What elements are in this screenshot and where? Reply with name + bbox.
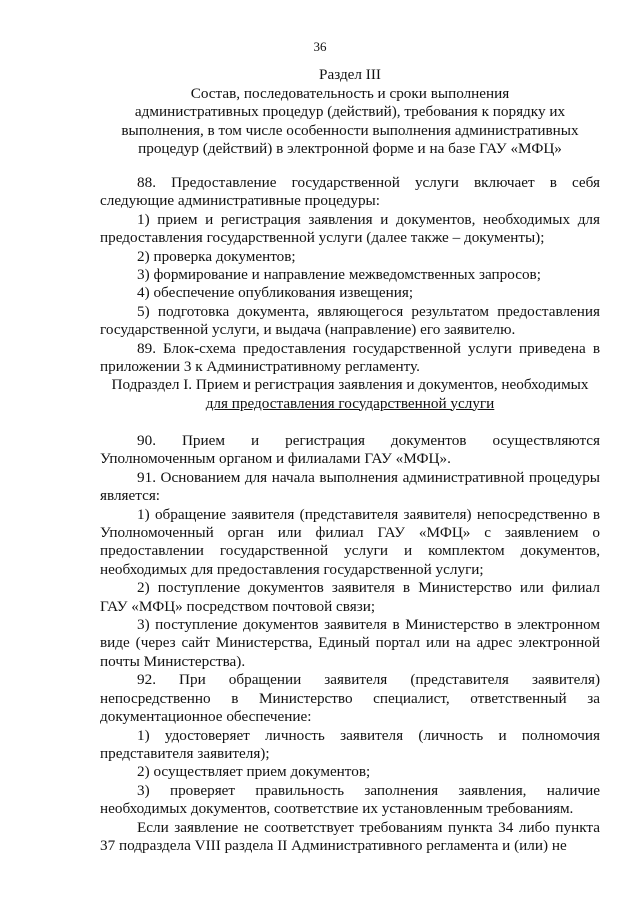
paragraph: Если заявление не соответствует требованиям пункта 34 либо пункта 37 подраздела VIII раздела II Административного регламента и (или) не xyxy=(100,818,600,854)
paragraph: 2) проверка документов; xyxy=(137,247,296,265)
subsection-heading-line: Подраздел I. Прием и регистрация заявления и документов, необходимых xyxy=(111,376,589,393)
section-heading xyxy=(100,66,600,159)
paragraph: 3) формирование и направление межведомственных запросов; xyxy=(137,266,541,284)
paragraph: 2) осуществляет прием документов; xyxy=(137,763,371,781)
subsection-heading xyxy=(100,376,600,413)
paragraph: 89. Блок-схема предоставления государственной услуги приведена в приложении 3 к Административному регламенту. xyxy=(100,339,600,376)
paragraph: 92. При обращении заявителя (представителя заявителя) непосредственно в Министерство специалист, ответственный за документационное обеспечение: xyxy=(100,671,600,726)
paragraph: 1) прием и регистрация заявления и документов, необходимых для предоставления государственной услуги (далее также – документы); xyxy=(100,210,600,247)
paragraph: 3) поступление документов заявителя в Министерство в электронном виде (через сайт Министерства, Единый портал или на адрес электронной почты Министерства). xyxy=(100,616,600,670)
paragraph: 5) подготовка документа, являющегося результатом предоставления государственной услуги, и выдача (направление) его заявителю. xyxy=(100,302,600,339)
paragraphs-block-1 xyxy=(100,174,600,376)
page-number: 36 xyxy=(313,39,327,54)
paragraph: 3) проверяет правильность заполнения заявления, наличие необходимых документов, соответствие их установленным требованиям. xyxy=(100,781,600,818)
section-heading-line: выполнения, в том числе особенности выполнения административных xyxy=(121,121,579,139)
subsection-heading-line: для предоставления государственной услуги xyxy=(205,394,495,412)
section-heading-line: Состав, последовательность и сроки выполнения xyxy=(190,84,510,102)
section-title: Раздел III xyxy=(319,66,381,83)
paragraphs-block-2 xyxy=(100,432,600,855)
paragraph: 4) обеспечение опубликования извещения; xyxy=(137,284,414,302)
section-heading-line: процедур (действий) в электронной форме и на базе ГАУ «МФЦ» xyxy=(138,140,562,158)
paragraph: 1) удостоверяет личность заявителя (личность и полномочия представителя заявителя); xyxy=(100,726,600,762)
paragraph: 91. Основанием для начала выполнения административной процедуры является: xyxy=(100,468,600,505)
paragraph: 90. Прием и регистрация документов осуществляются Уполномоченным органом и филиалами ГАУ «МФЦ». xyxy=(100,432,600,468)
paragraph: 88. Предоставление государственной услуги включает в себя следующие административные процедуры: xyxy=(100,174,600,210)
section-heading-line: административных процедур (действий), требования к порядку их xyxy=(134,103,566,121)
paragraph: 1) обращение заявителя (представителя заявителя) непосредственно в Уполномоченный орган или филиал ГАУ «МФЦ» с заявлением о предоставлении государственной услуги и комплектом документов, необходимых для предоставления государственной услуги; xyxy=(100,505,600,578)
paragraph: 2) поступление документов заявителя в Министерство или филиал ГАУ «МФЦ» посредством почтовой связи; xyxy=(100,579,600,615)
